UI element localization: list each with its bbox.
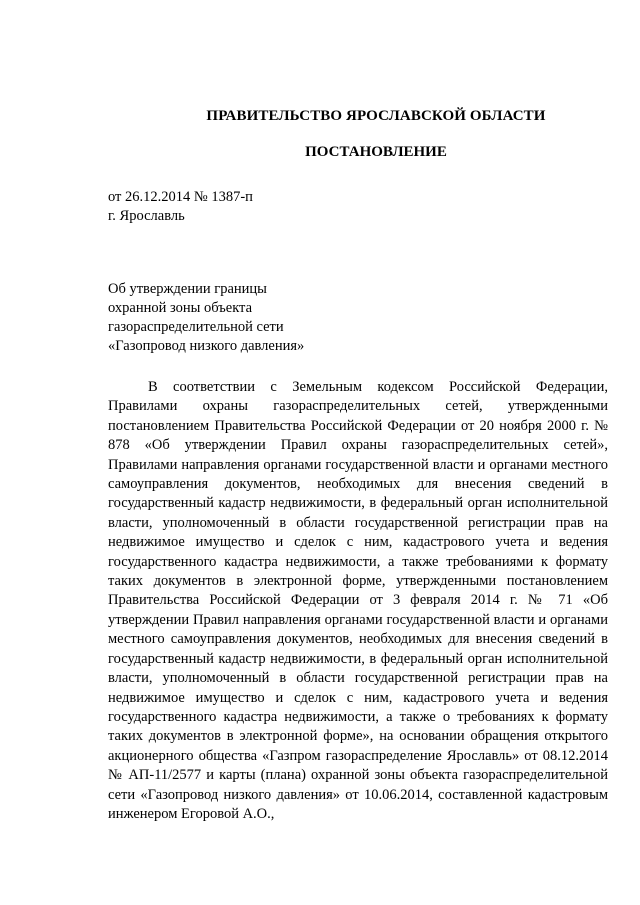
- body-paragraph: В соответствии с Земельным кодексом Российской Федерации, Правилами охраны газораспределительных сетей, утвержденными постановлением Правительства Российской Федерации от 20 ноября 2000 г. № 878 «Об утверждении Правил охраны газораспределительных сетей», Правилами направления органами государственной власти и органами местного самоуправления документов, необходимых для внесения сведений в государственный кадастр недвижимости, в федеральный орган исполнительной власти, уполномоченный в области государственной регистрации прав на недвижимое имущество и сделок с ним, кадастрового учета и ведения государственного кадастра недвижимости, а также требованиями к формату таких документов в электронной форме, утвержденными постановлением Правительства Российской Федерации от 3 февраля 2014 г. № 71 «Об утверждении Правил направления органами государственной власти и органами местного самоуправления документов, необходимых для внесения сведений в государственный кадастр недвижимости, в федеральный орган исполнительной власти, уполномоченный в области государственной регистрации прав на недвижимое имущество и сделок с ним, кадастрового учета и ведения государственного кадастра недвижимости, а также о требованиях к формату таких документов в электронной форме», на основании обращения открытого акционерного общества «Газпром газораспределение Ярославль» от 08.12.2014 № АП-11/2577 и карты (плана) охранной зоны объекта газораспределительной сети «Газопровод низкого давления» от 10.06.2014, составленной кадастровым инженером Егоровой А.О.,: [108, 379, 608, 822]
- document-meta: [108, 188, 253, 226]
- city: г. Ярославль: [108, 208, 185, 224]
- subject-line: Об утверждении границы: [108, 281, 267, 297]
- subject-line: «Газопровод низкого давления»: [108, 338, 305, 354]
- organization-heading: ПРАВИТЕЛЬСТВО ЯРОСЛАВСКОЙ ОБЛАСТИ: [206, 108, 546, 124]
- document-subject: [108, 280, 304, 356]
- date-number: от 26.12.2014 № 1387-п: [108, 189, 253, 205]
- subject-line: газораспределительной сети: [108, 319, 284, 335]
- subject-line: охранной зоны объекта: [108, 300, 253, 316]
- document-type-heading: ПОСТАНОВЛЕНИЕ: [305, 144, 447, 160]
